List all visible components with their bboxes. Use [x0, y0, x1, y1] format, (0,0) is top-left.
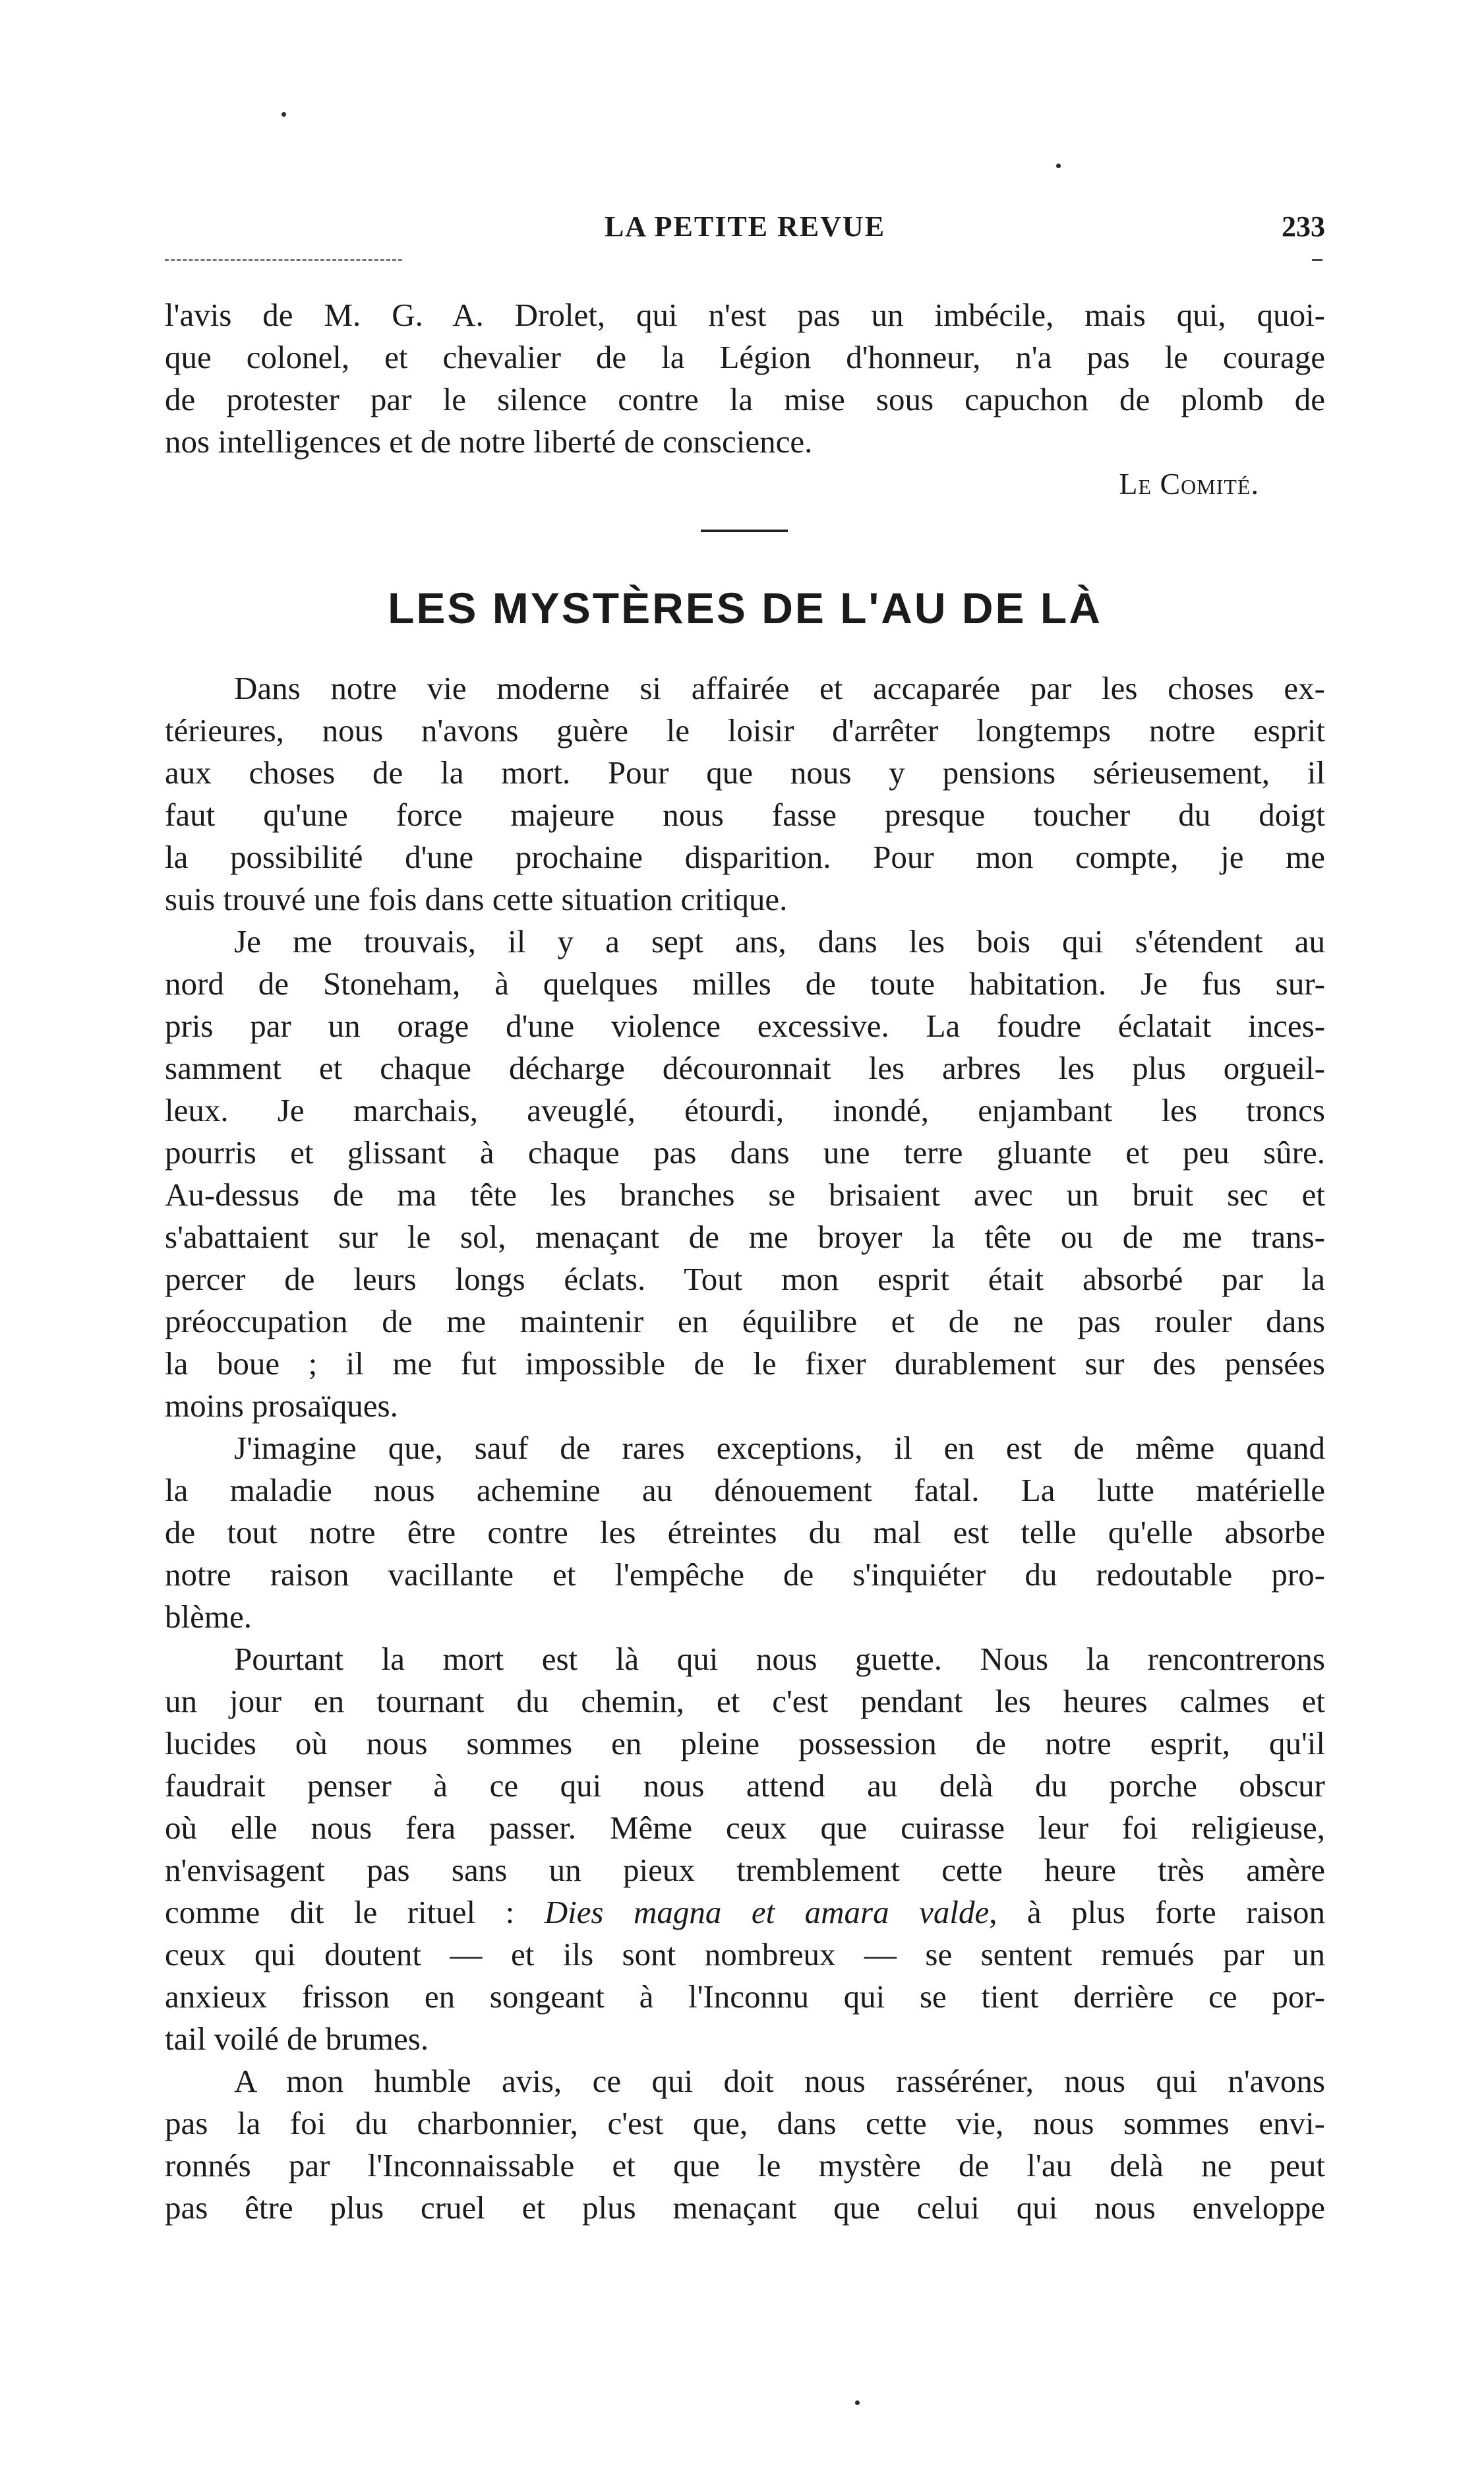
- text-line: la boue ; il me fut impossible de le fixer durablement sur des pensées: [165, 1345, 1325, 1382]
- text-line: moins prosaïques.: [165, 1388, 398, 1424]
- section-separator: [701, 530, 788, 532]
- text-line: suis trouvé une fois dans cette situation critique.: [165, 881, 788, 917]
- text-line: la maladie nous achemine au dénouement fatal. La lutte matérielle: [165, 1472, 1325, 1508]
- paragraph: [165, 667, 1325, 921]
- text-line: nos intelligences et de notre liberté de conscience.: [165, 423, 813, 460]
- text-line: nord de Stoneham, à quelques milles de toute habitation. Je fus sur-: [165, 965, 1325, 1002]
- text-line: blème.: [165, 1599, 252, 1635]
- previous-article-ending: [165, 294, 1325, 505]
- text-line: pourris et glissant à chaque pas dans une terre gluante et peu sûre.: [165, 1134, 1325, 1171]
- article-title: LES MYSTÈRES DE L'AU DE LÀ: [388, 584, 1102, 632]
- text-line: préoccupation de me maintenir en équilibre et de ne pas rouler dans: [165, 1303, 1325, 1339]
- article-body: [165, 667, 1325, 2229]
- paragraph: [165, 1638, 1325, 2060]
- text-line: Dans notre vie moderne si affairée et accaparée par les choses ex-: [234, 670, 1325, 706]
- latin-quote: Dies magna et amara valde: [544, 1894, 990, 1930]
- text-line: s'abattaient sur le sol, menaçant de me broyer la tête ou de me trans-: [165, 1219, 1325, 1255]
- signature: Le Comité.: [1119, 467, 1259, 501]
- header-rule: [165, 259, 402, 261]
- text-line: aux choses de la mort. Pour que nous y pensions sérieusement, il: [165, 754, 1325, 791]
- text-line: térieures, nous n'avons guère le loisir d'arrêter longtemps notre esprit: [165, 712, 1325, 748]
- text-line: un jour en tournant du chemin, et c'est pendant les heures calmes et: [165, 1683, 1325, 1719]
- running-head: [165, 210, 1325, 249]
- text-line: ceux qui doutent — et ils sont nombreux — se sentent remués par un: [165, 1936, 1325, 1972]
- page-number: 233: [1282, 210, 1325, 243]
- header-rule-tick: [1312, 259, 1322, 261]
- text-line: anxieux frisson en songeant à l'Inconnu qui se tient derrière ce por-: [165, 1978, 1325, 2015]
- text-line: l'avis de M. G. A. Drolet, qui n'est pas un imbécile, mais qui, quoi-: [165, 297, 1325, 333]
- text-line: percer de leurs longs éclats. Tout mon esprit était absorbé par la: [165, 1261, 1325, 1297]
- text-line: notre raison vacillante et l'empêche de s'inquiéter du redoutable pro-: [165, 1556, 1325, 1593]
- print-speck: [855, 2400, 860, 2405]
- text-line: faut qu'une force majeure nous fasse presque toucher du doigt: [165, 797, 1325, 833]
- text-line-with-latin-quote: comme dit le rituel : Dies magna et amara valde, à plus forte raison: [165, 1894, 1325, 1930]
- running-title: LA PETITE REVUE: [604, 210, 886, 243]
- text-line: lucides où nous sommes en pleine possession de notre esprit, qu'il: [165, 1725, 1325, 1761]
- text-line: de protester par le silence contre la mise sous capuchon de plomb de: [165, 381, 1325, 417]
- text-line: tail voilé de brumes.: [165, 2021, 429, 2057]
- text-line: faudrait penser à ce qui nous attend au delà du porche obscur: [165, 1767, 1325, 1804]
- text-line: n'envisagent pas sans un pieux tremblement cette heure très amère: [165, 1852, 1325, 1888]
- text-line: ronnés par l'Inconnaissable et que le mystère de l'au delà ne peut: [165, 2147, 1325, 2183]
- text-line: Au-dessus de ma tête les branches se brisaient avec un bruit sec et: [165, 1176, 1325, 1213]
- paragraph: [165, 921, 1325, 1427]
- text-line: pas la foi du charbonnier, c'est que, dans cette vie, nous sommes envi-: [165, 2105, 1325, 2141]
- text-line: pris par un orage d'une violence excessive. La foudre éclatait inces-: [165, 1008, 1325, 1044]
- text-line: de tout notre être contre les étreintes du mal est telle qu'elle absorbe: [165, 1514, 1325, 1550]
- print-speck: [1056, 164, 1061, 168]
- text-line: A mon humble avis, ce qui doit nous rasséréner, nous qui n'avons: [234, 2063, 1325, 2099]
- text-line: pas être plus cruel et plus menaçant que celui qui nous enveloppe: [165, 2189, 1325, 2226]
- text-line: où elle nous fera passer. Même ceux que cuirasse leur foi religieuse,: [165, 1810, 1325, 1846]
- text-line: que colonel, et chevalier de la Légion d'honneur, n'a pas le courage: [165, 339, 1325, 375]
- paragraph: [165, 1427, 1325, 1638]
- text-line: J'imagine que, sauf de rares exceptions, il en est de même quand: [234, 1430, 1325, 1466]
- text-line: la possibilité d'une prochaine disparition. Pour mon compte, je me: [165, 839, 1325, 875]
- text-line: samment et chaque décharge découronnait les arbres les plus orgueil-: [165, 1050, 1325, 1086]
- paragraph: [165, 2060, 1325, 2229]
- text-line: Je me trouvais, il y a sept ans, dans les bois qui s'étendent au: [234, 923, 1325, 960]
- text-line: Pourtant la mort est là qui nous guette. Nous la rencontrerons: [234, 1641, 1325, 1677]
- print-speck: [282, 112, 286, 117]
- text-line: leux. Je marchais, aveuglé, étourdi, inondé, enjambant les troncs: [165, 1092, 1325, 1128]
